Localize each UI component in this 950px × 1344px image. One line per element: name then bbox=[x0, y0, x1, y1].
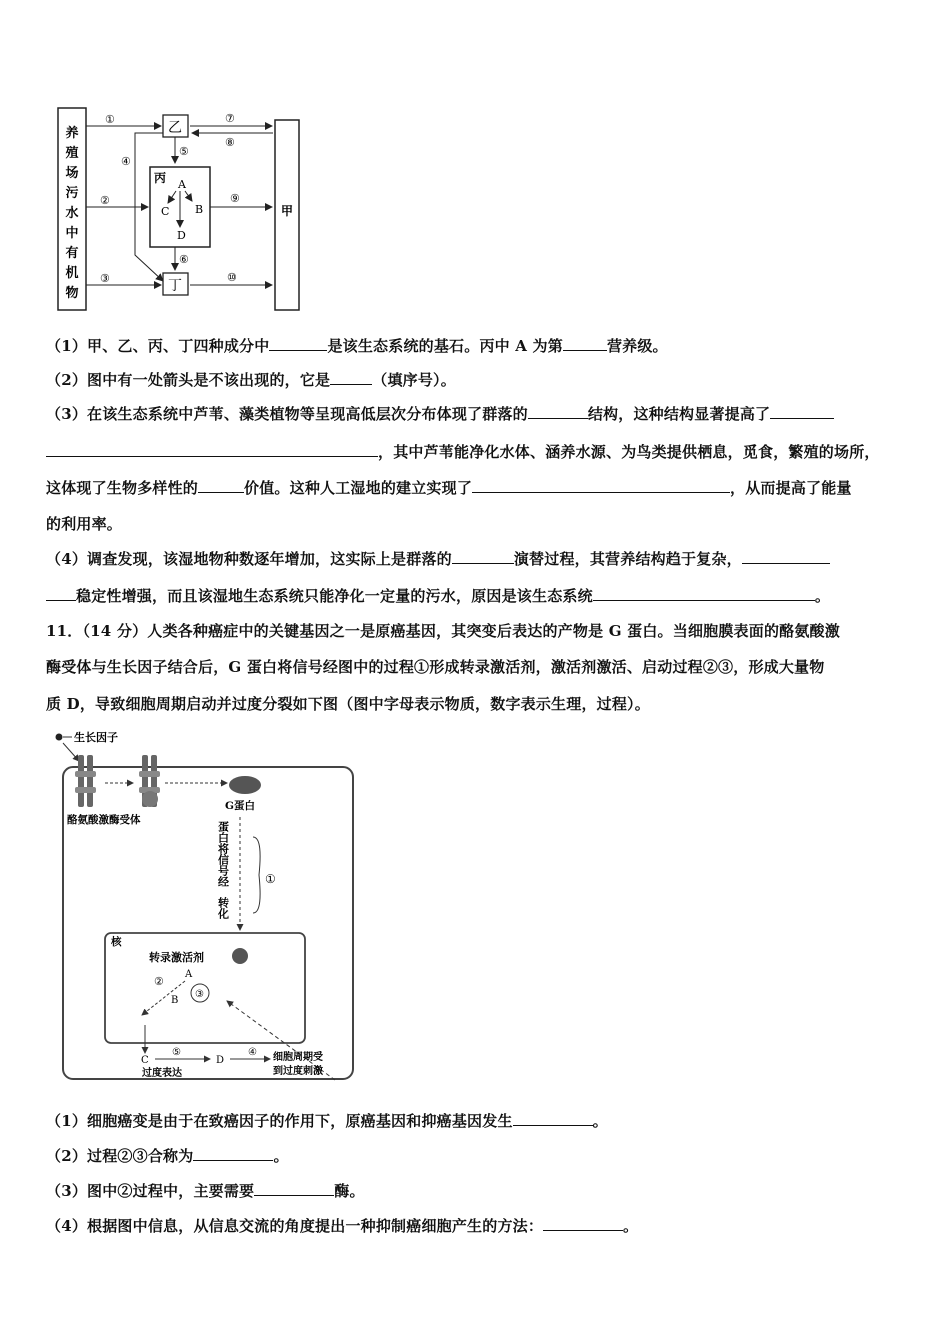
q10-part3-line3: 这体现了生物多样性的 价值。这种人工湿地的建立实现了 ，从而提高了能量 bbox=[46, 479, 852, 497]
g-protein-icon bbox=[229, 776, 261, 794]
answer-blank[interactable] bbox=[198, 478, 244, 493]
node-d: D bbox=[177, 229, 186, 242]
growth-factor-label: 生长因子 bbox=[74, 731, 118, 744]
process-5-label: ⑤ bbox=[172, 1047, 181, 1058]
node-a: A bbox=[178, 178, 186, 191]
process-3-label: ③ bbox=[195, 989, 204, 1000]
answer-blank[interactable] bbox=[513, 1111, 593, 1126]
num-5: ⑤ bbox=[179, 145, 189, 158]
ecosystem-diagram bbox=[55, 105, 315, 315]
answer-blank[interactable] bbox=[269, 336, 327, 351]
num-8: ⑧ bbox=[225, 136, 235, 149]
num-2: ② bbox=[100, 194, 110, 207]
nucleus-label: 核 bbox=[111, 936, 122, 948]
sewage-char: 污 bbox=[65, 186, 79, 201]
sewage-char: 殖 bbox=[65, 146, 79, 161]
answer-blank[interactable] bbox=[330, 370, 372, 385]
sewage-char: 中 bbox=[65, 226, 79, 241]
answer-blank[interactable] bbox=[452, 549, 514, 564]
q10-part3-line1: （3）在该生态系统中芦苇、藻类植物等呈现高低层次分布体现了群落的 结构，这种结构显著提高了 bbox=[46, 403, 834, 425]
jia-label: 甲 bbox=[280, 204, 294, 218]
node-d-label: D bbox=[216, 1055, 225, 1066]
sewage-char: 养 bbox=[65, 126, 79, 141]
process-2-label: ② bbox=[154, 975, 164, 988]
sewage-char: 物 bbox=[65, 286, 79, 301]
q11-intro-line1: 11．（14 分）人类各种癌症中的关键基因之一是原癌基因，其突变后表达的产物是 G 蛋白。当细胞膜表面的酪氨酸激 bbox=[46, 622, 840, 640]
num-7: ⑦ bbox=[225, 112, 235, 125]
nucleus bbox=[105, 933, 305, 1043]
answer-blank[interactable] bbox=[193, 1146, 273, 1161]
answer-blank[interactable] bbox=[472, 478, 730, 493]
q10-part3-line2: ，其中芦苇能净化水体、涵养水源、为鸟类提供栖息，觅食，繁殖的场所， bbox=[46, 441, 880, 463]
activator-icon bbox=[232, 948, 248, 964]
answer-blank[interactable] bbox=[46, 586, 76, 601]
signaling-diagram bbox=[45, 725, 380, 1090]
sewage-char: 场 bbox=[65, 166, 79, 181]
activator-label: 转录激活剂 bbox=[149, 951, 204, 964]
answer-blank[interactable] bbox=[46, 442, 378, 457]
node-a-label: A bbox=[185, 969, 193, 980]
sewage-char: 有 bbox=[65, 246, 79, 261]
num-1: ① bbox=[105, 113, 115, 126]
sewage-char: 水 bbox=[65, 206, 79, 221]
node-b: B bbox=[195, 203, 204, 216]
node-b-label: B bbox=[171, 995, 179, 1006]
num-9: ⑨ bbox=[230, 192, 240, 205]
receptor-icon bbox=[75, 755, 96, 807]
q11-part4: （4）根据图中信息，从信息交流的角度提出一种抑制癌细胞产生的方法： 。 bbox=[46, 1217, 639, 1235]
cycle-label-1: 细胞周期受 bbox=[273, 1052, 323, 1063]
process-4-label: ④ bbox=[248, 1047, 257, 1058]
q10-part1: （1）甲、乙、丙、丁四种成分中 是该生态系统的基石。丙中 A 为第 营养级。 bbox=[46, 337, 668, 355]
answer-blank[interactable] bbox=[254, 1181, 334, 1196]
answer-blank[interactable] bbox=[543, 1216, 623, 1231]
q11-part1: （1）细胞癌变是由于在致癌因子的作用下，原癌基因和抑癌基因发生 。 bbox=[46, 1112, 608, 1130]
q10-part2: （2）图中有一处箭头是不该出现的，它是 （填序号）。 bbox=[46, 371, 456, 389]
answer-blank[interactable] bbox=[593, 586, 815, 601]
g-protein-label: G蛋白 bbox=[225, 800, 255, 812]
yi-label: 乙 bbox=[168, 120, 182, 136]
receptor-icon bbox=[139, 755, 160, 807]
signal-vertical-label: 蛋白将信号经 bbox=[216, 821, 230, 887]
sewage-char: 机 bbox=[65, 266, 79, 281]
answer-blank[interactable] bbox=[563, 336, 607, 351]
q10-part4-line2: 稳定性增强，而且该湿地生态系统只能净化一定量的污水，原因是该生态系统 。 bbox=[46, 585, 830, 607]
q10-part3-line4: 的利用率。 bbox=[46, 515, 123, 533]
num-4: ④ bbox=[121, 155, 131, 168]
q10-part4-line1: （4）调查发现，该湿地物种数逐年增加，这实际上是群落的 演替过程，其营养结构趋于复杂， bbox=[46, 548, 830, 570]
node-c-label: C bbox=[141, 1055, 149, 1066]
cycle-label-2: 到过度刺激 bbox=[273, 1066, 323, 1077]
receptor-label: 酪氨酸激酶受体 bbox=[67, 814, 141, 826]
process-1-label: ① bbox=[265, 872, 276, 886]
q11-part2: （2）过程②③合称为 。 bbox=[46, 1147, 289, 1165]
q11-intro-line3: 质 D，导致细胞周期启动并过度分裂如下图（图中字母表示物质，数字表示生理，过程）。 bbox=[46, 695, 650, 713]
bing-label: 丙 bbox=[154, 171, 167, 185]
num-10: ⑩ bbox=[227, 271, 237, 284]
translation-label: 过度表达 bbox=[142, 1068, 182, 1079]
transfer-label: 转化 bbox=[216, 897, 230, 919]
node-c: C bbox=[161, 205, 170, 218]
num-6: ⑥ bbox=[179, 253, 189, 266]
q11-part3: （3）图中②过程中，主要需要 酶。 bbox=[46, 1182, 365, 1200]
growth-factor-dot-icon bbox=[56, 734, 63, 741]
num-3: ③ bbox=[100, 272, 110, 285]
answer-blank[interactable] bbox=[528, 404, 588, 419]
answer-blank[interactable] bbox=[770, 404, 834, 419]
ding-label: 丁 bbox=[168, 278, 182, 294]
answer-blank[interactable] bbox=[742, 549, 830, 564]
q11-intro-line2: 酶受体与生长因子结合后，G 蛋白将信号经图中的过程①形成转录激活剂，激活剂激活、启动过程②③，形成大量物 bbox=[46, 658, 825, 676]
